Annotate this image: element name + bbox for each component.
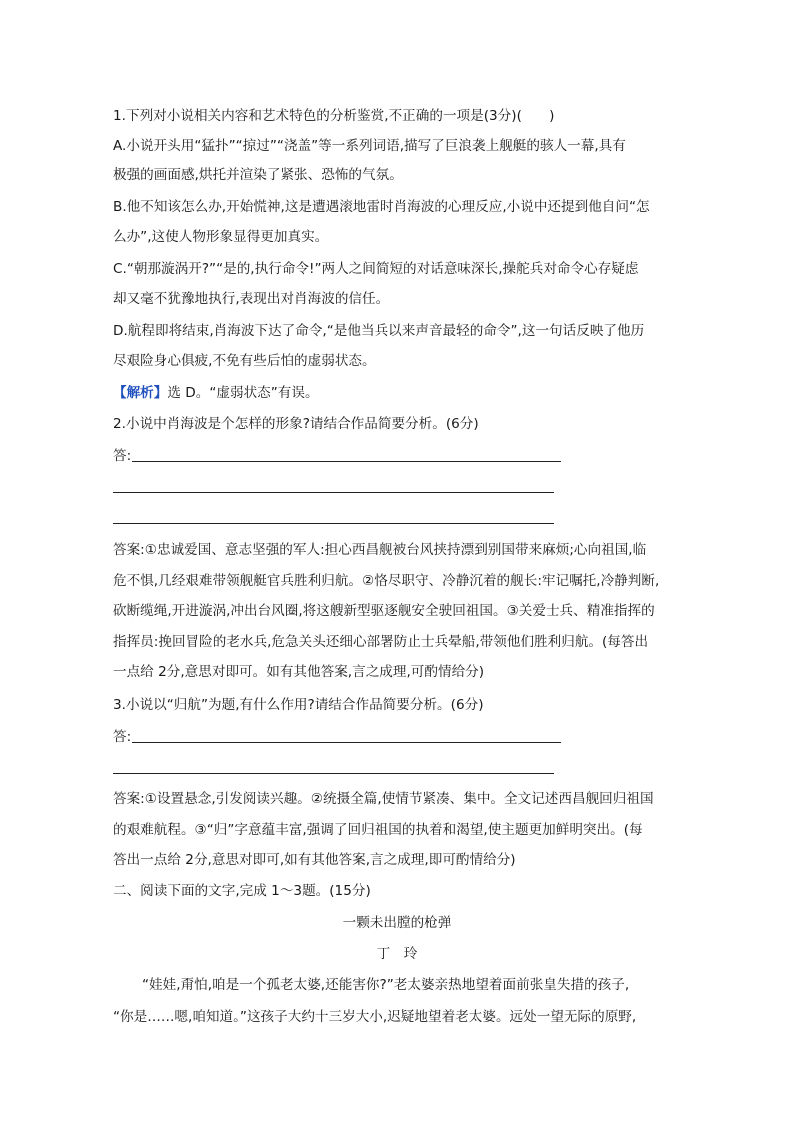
q2-answer-line4: 指挥员:挽回冒险的老水兵,危急关头还细心部署防止士兵晕船,带领他们胜利归航。(每答出	[113, 634, 649, 650]
analysis-text: 选 D。“虚弱状态”有误。	[167, 385, 319, 401]
q2-answer-line2: 危不惧,几经艰难带领舰艇官兵胜利归航。②恪尽职守、冷静沉着的舰长:牢记嘱托,冷静判断,	[113, 573, 660, 589]
answer-blank-line	[113, 773, 554, 774]
option-c-line2: 却又毫不犹豫地执行,表现出对肖海波的信任。	[113, 291, 390, 307]
answer-blank-line	[132, 742, 561, 743]
answer-blank-line	[113, 492, 554, 493]
answer-blank-line	[132, 461, 561, 462]
answer-label-3: 答:	[113, 729, 132, 745]
option-b-line2: 么办”,这使人物形象显得更加真实。	[113, 229, 329, 245]
question-3-stem: 3.小说以“归航”为题,有什么作用?请结合作品简要分析。(6分)	[113, 697, 484, 713]
q2-answer-line5: 一点给 2分,意思对即可。如有其他答案,言之成理,可酌情给分)	[113, 664, 485, 680]
q3-answer-line3: 答出一点给 2分,意思对即可,如有其他答案,言之成理,即可酌情给分)	[113, 852, 516, 868]
analysis-line	[113, 384, 319, 402]
option-c-line1: C.“朝那漩涡开?”“是的,执行命令!”两人之间简短的对话意味深长,操舵兵对命令心存疑虑	[113, 261, 639, 277]
analysis-tag: 【解析】	[113, 385, 168, 401]
answer-blank-line	[113, 523, 554, 524]
section-2-heading: 二、阅读下面的文字,完成 1～3题。(15分)	[113, 883, 371, 899]
q2-answer-line1: 答案:①忠诚爱国、意志坚强的军人:担心西昌舰被台风挟持漂到别国带来麻烦;心向祖国,临	[113, 542, 647, 558]
story-paragraph-line2: “你是……嗯,咱知道。”这孩子大约十三岁大小,迟疑地望着老太婆。远处一望无际的原野,	[113, 1009, 637, 1025]
question-2-stem: 2.小说中肖海波是个怎样的形象?请结合作品简要分析。(6分)	[113, 416, 479, 432]
q2-answer-line3: 砍断缆绳,开进漩涡,冲出台风圈,将这艘新型驱逐舰安全驶回祖国。③关爱士兵、精准指挥的	[113, 603, 655, 619]
story-paragraph-line1: “娃娃,甭怕,咱是一个孤老太婆,还能害你?”老太婆亲热地望着面前张皇失措的孩子,	[142, 977, 630, 993]
story-title: 一颗未出膛的枪弹	[342, 915, 452, 931]
option-a-line1: A.小说开头用“猛扑”“掠过”“浇盖”等一系列词语,描写了巨浪袭上舰艇的骇人一幕,具有	[113, 138, 626, 154]
q3-answer-line2: 的艰难航程。③“归”字意蕴丰富,强调了回归祖国的执着和渴望,使主题更加鲜明突出。(每	[113, 822, 643, 838]
option-a-line2: 极强的画面感,烘托并渲染了紧张、恐怖的气氛。	[113, 167, 403, 183]
q3-answer-line1: 答案:①设置悬念,引发阅读兴趣。②统摄全篇,使情节紧凑、集中。全文记述西昌舰回归祖国	[113, 791, 654, 807]
question-1-stem: 1.下列对小说相关内容和艺术特色的分析鉴赏,不正确的一项是(3分)( )	[113, 108, 555, 124]
option-d-line2: 尽艰险身心俱疲,不免有些后怕的虚弱状态。	[113, 353, 376, 369]
story-author: 丁 玲	[376, 946, 418, 962]
option-d-line1: D.航程即将结束,肖海波下达了命令,“是他当兵以来声音最轻的命令”,这一句话反映了他历	[113, 323, 645, 339]
answer-label-2: 答:	[113, 448, 132, 464]
option-b-line1: B.他不知该怎么办,开始慌神,这是遭遇滚地雷时肖海波的心理反应,小说中还提到他自问“怎	[113, 199, 650, 215]
